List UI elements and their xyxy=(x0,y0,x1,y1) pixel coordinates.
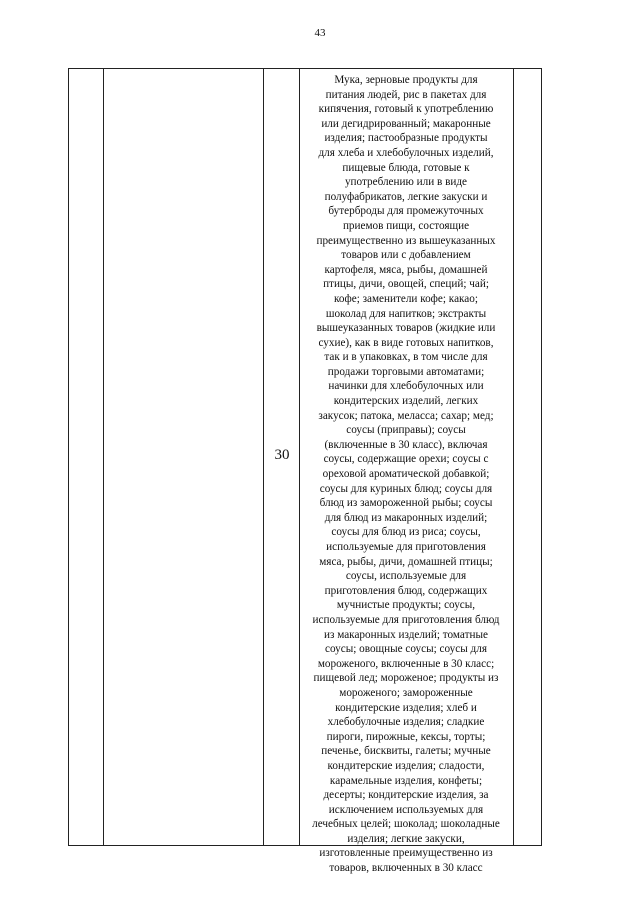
page-number: 43 xyxy=(314,27,326,39)
table-column-divider xyxy=(513,69,514,845)
class-number-cell: 30 xyxy=(274,447,290,463)
goods-table xyxy=(68,68,542,875)
goods-list-cell: Мука, зерновые продукты для питания людей, рис в пакетах для кипячения, готовый к употреблению или дегидрированный; макаронные изделия; пастообразные продукты для хлеба и хлебобулочных изделий, пищевые блюда, готовые к употреблению или в виде полуфабрикатов, легкие закуски и бутерброды для промежуточных приемов пищи, состоящие преимущественно из вышеуказанных товаров или с добавлением картофеля, мяса, рыбы, домашней птицы, дичи, овощей, специй; чай; кофе; заменители кофе; какао; шоколад для напитков; экстракты вышеуказанных товаров (жидкие или сухие), как в виде готовых напитков, так и в упаковках, в том числе для продажи торговыми автоматами; начинки для хлебобулочных или кондитерских изделий, легких закусок; патока, меласса; сахар; мед; соусы (приправы); соусы (включенные в 30 класс), включая соусы, содержащие орехи; соусы с ореховой ароматической добавкой; соусы для куриных блюд; соусы для блюд из замороженной рыбы; соусы для блюд из макаронных изделий; соусы для блюд из риса; соусы, используемые для приготовления мяса, рыбы, дичи, домашней птицы; соусы, используемые для приготовления блюд, содержащих мучнистые продукты; соусы, используемые для приготовления блюд из макаронных изделий; томатные соусы; овощные соусы; соусы для мороженого, включенные в 30 класс; пищевой лед; мороженое; продукты из мороженого; замороженные кондитерские изделия; хлеб и хлебобулочные изделия; сладкие пироги, пирожные, кексы, торты; печенье, бисквиты, галеты; мучные кондитерские изделия; сладости, карамельные изделия, конфеты; десерты; кондитерские изделия, за исключением используемых для лечебных целей; шоколад; шоколадные изделия; легкие закуски, изготовленные преимущественно из товаров, включенных в 30 класс xyxy=(312,74,500,875)
table-column-divider xyxy=(103,69,104,845)
